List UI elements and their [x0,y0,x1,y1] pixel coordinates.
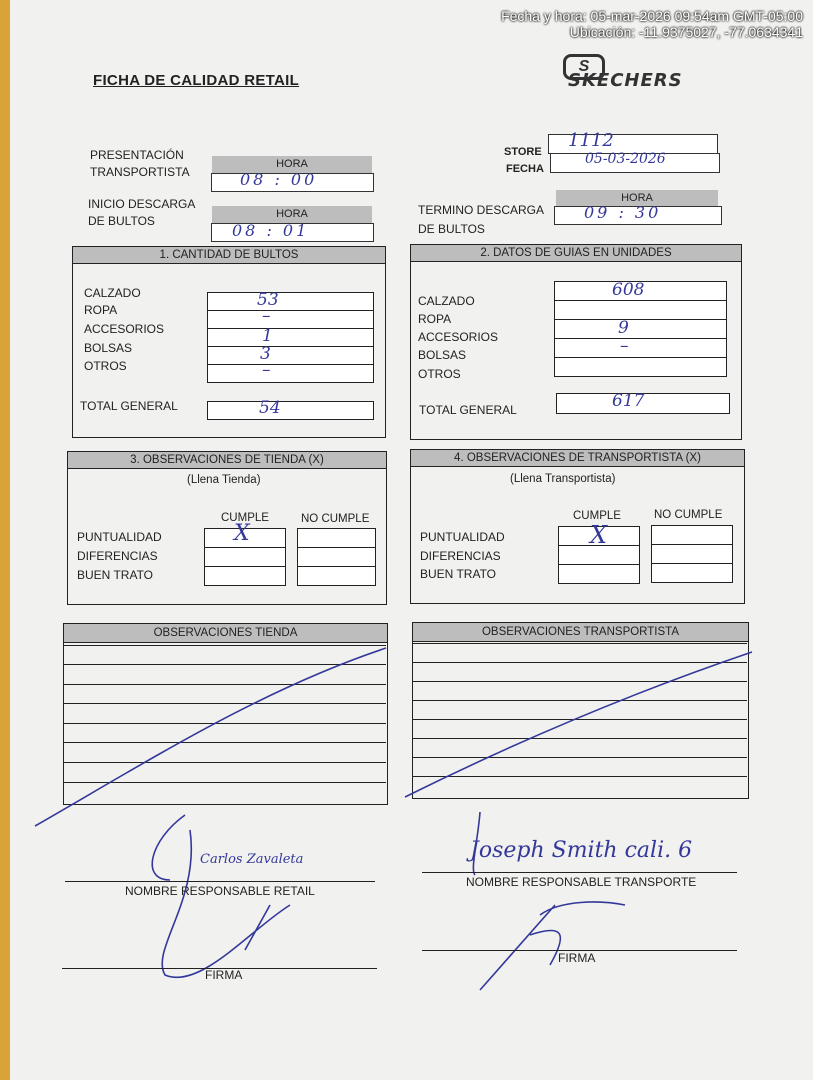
bultos-value: – [262,360,271,380]
obs-tienda-subtitle: (Llena Tienda) [187,474,261,486]
stamp-datetime: Fecha y hora: 05-mar-2026 09:54am GMT-05:00 [501,8,803,24]
obs-tienda-mark: X [234,521,250,546]
brand-logo-mark: S [563,54,605,80]
presentacion-hora-label: HORA [212,156,372,173]
bultos-title: 1. CANTIDAD DE BULTOS [73,247,385,264]
transporte-name-caption: NOMBRE RESPONSABLE TRANSPORTE [466,875,697,889]
bultos-value: 53 [257,290,279,310]
obs-tienda-row-label: PUNTUALIDAD [77,530,162,544]
observaciones-transportista-title: OBSERVACIONES TRANSPORTISTA [413,623,748,642]
guias-value: – [620,336,629,356]
inicio-label: INICIO DESCARGA [88,197,196,211]
brand-logo: SKECHERS [568,70,683,91]
obs-transportista-row-label: PUNTUALIDAD [420,530,505,544]
observaciones-tienda-title: OBSERVACIONES TIENDA [64,624,387,643]
obs-tienda-cumple-header: CUMPLE [221,512,269,524]
obs-transportista-title: 4. OBSERVACIONES DE TRANSPORTISTA (X) [411,450,744,467]
form-title: FICHA DE CALIDAD RETAIL [93,72,300,89]
obs-transportista-row-label: DIFERENCIAS [420,549,501,563]
obs-transportista-row-label: BUEN TRATO [420,567,497,581]
guias-row-label: ACCESORIOS [418,330,499,344]
transporte-name-line [422,872,737,873]
termino-label: TERMINO DESCARGA [418,203,545,217]
obs-tienda-row-label: DIFERENCIAS [77,549,158,563]
strike-line-transportista [405,652,752,797]
guias-total-label: TOTAL GENERAL [419,403,517,417]
store-value: 1112 [568,130,614,151]
guias-row-label: ROPA [418,312,452,326]
bultos-total-value: 54 [259,398,281,418]
fecha-label: FECHA [506,163,544,175]
bultos-total-label: TOTAL GENERAL [80,399,178,413]
retail-name-handwriting: Carlos Zavaleta [200,852,304,867]
retail-name-caption: NOMBRE RESPONSABLE RETAIL [125,884,315,898]
guias-row-label: BOLSAS [418,348,467,362]
obs-transportista-mark: X [590,521,608,549]
guias-row-label: CALZADO [418,294,475,308]
obs-tienda-title: 3. OBSERVACIONES DE TIENDA (X) [68,452,386,469]
termino-hora-value: 09 : 30 [584,203,662,222]
termino-label-2: DE BULTOS [418,222,485,236]
firma-label-right: FIRMA [558,951,596,965]
bultos-row-label: ROPA [84,303,118,317]
obs-transportista-subtitle: (Llena Transportista) [510,473,616,485]
guias-total-value: 617 [612,391,645,411]
bultos-value: – [262,306,271,326]
transporte-name-handwriting: Joseph Smith cali. 6 [470,838,693,863]
guias-value: 9 [618,318,629,338]
presentacion-hora-value: 08 : 00 [240,170,318,189]
termino-hora-label: HORA [556,190,718,206]
inicio-hora-value: 08 : 01 [232,221,310,240]
presentacion-label-2: TRANSPORTISTA [90,165,190,179]
obs-transportista-cumple-header: CUMPLE [573,510,621,522]
obs-transportista-no-cumple-header: NO CUMPLE [654,509,723,521]
guias-title: 2. DATOS DE GUIAS EN UNIDADES [411,245,741,262]
firma-label-left: FIRMA [205,968,243,982]
fecha-value: 05-03-2026 [585,151,666,167]
inicio-label-2: DE BULTOS [88,214,155,228]
retail-name-line [65,881,375,882]
store-label: STORE [504,146,542,158]
bultos-row-label: OTROS [84,359,127,373]
bultos-row-label: CALZADO [84,286,141,300]
bultos-value: 3 [260,344,271,364]
obs-tienda-row-label: BUEN TRATO [77,568,154,582]
bultos-row-label: ACCESORIOS [84,322,165,336]
presentacion-label: PRESENTACIÓN [90,148,184,162]
strike-line-tienda [35,648,386,826]
bultos-row-label: BOLSAS [84,341,133,355]
bultos-value: 1 [262,326,273,346]
guias-row-label: OTROS [418,367,461,381]
inicio-hora-label: HORA [212,206,372,223]
obs-tienda-no-cumple-header: NO CUMPLE [301,513,370,525]
guias-value: 608 [612,280,645,300]
stamp-location: Ubicación: -11.9375027, -77.0634341 [569,24,803,40]
